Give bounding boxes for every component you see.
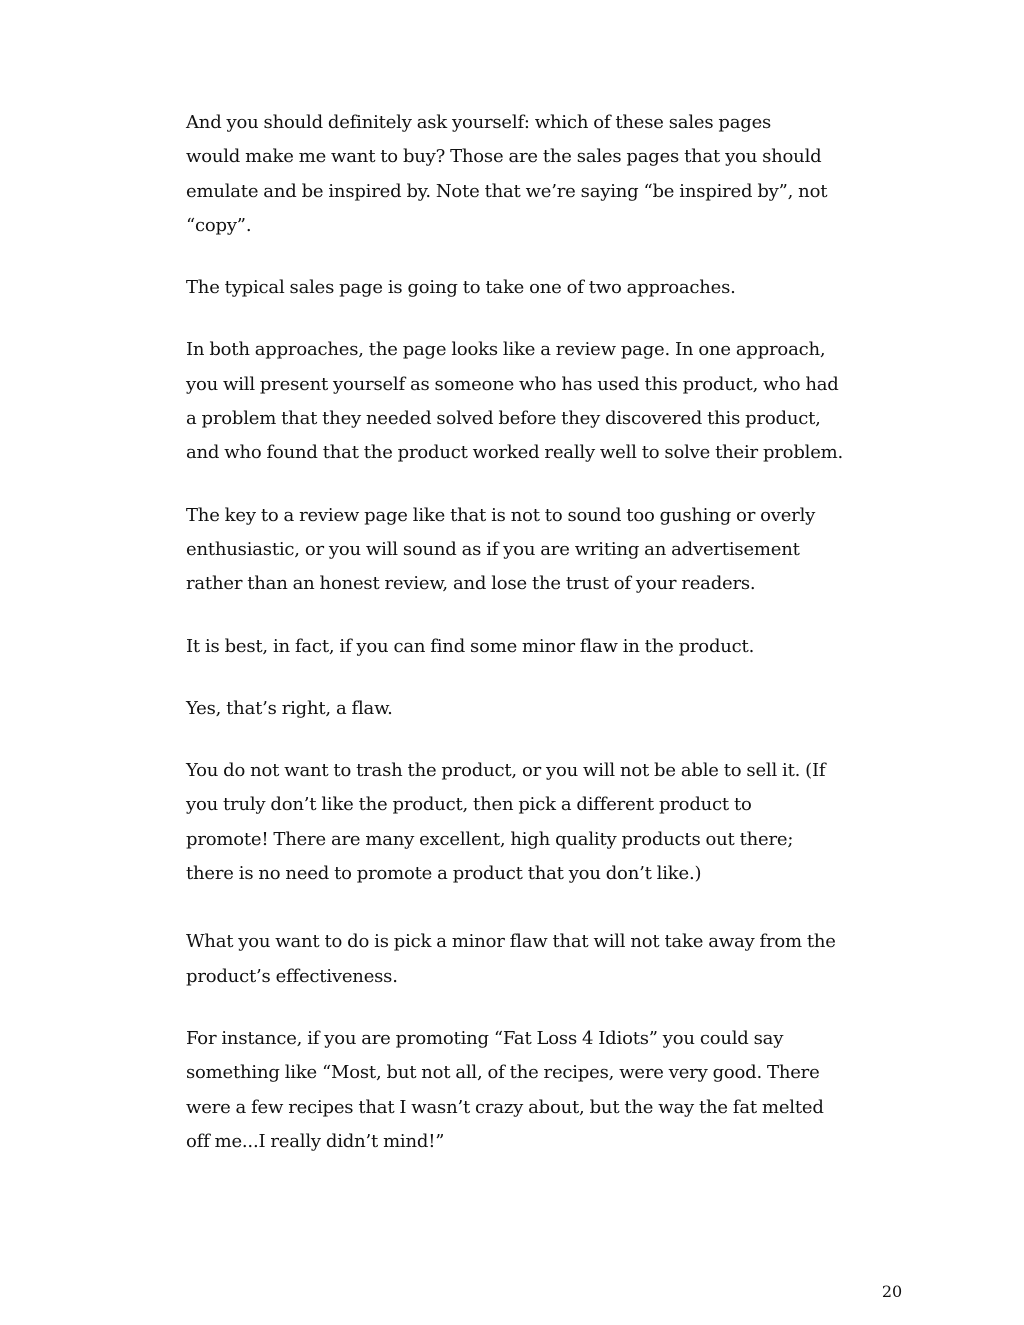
paragraph — [186, 754, 846, 891]
paragraph — [186, 692, 846, 726]
text-line: promote! There are many excellent, high quality products out there; — [186, 828, 794, 850]
text-line: The typical sales page is going to take one of two approaches. — [186, 277, 736, 299]
paragraph — [186, 106, 846, 243]
text-line: something like “Most, but not all, of the recipes, were very good. There — [186, 1062, 820, 1084]
text-line: And you should definitely ask yourself: which of these sales pages — [186, 112, 772, 133]
text-line: You do not want to trash the product, or you will not be able to sell it. (If — [186, 760, 826, 782]
text-line: were a few recipes that I wasn’t crazy about, but the way the fat melted — [186, 1096, 824, 1118]
text-line: In both approaches, the page looks like a review page. In one approach, — [186, 339, 826, 361]
text-line: you will present yourself as someone who has used this product, who had — [186, 373, 839, 395]
paragraph — [186, 333, 846, 470]
text-line: there is no need to promote a product that you don’t like.) — [186, 863, 702, 885]
text-line: enthusiastic, or you will sound as if you are writing an advertisement — [186, 538, 800, 560]
text-line: Yes, that’s right, a flaw. — [186, 697, 393, 719]
text-line: For instance, if you are promoting “Fat Loss 4 Idiots” you could say — [186, 1027, 784, 1049]
paragraph — [186, 271, 846, 305]
paragraph — [186, 499, 846, 602]
text-line: What you want to do is pick a minor flaw that will not take away from the — [186, 931, 836, 953]
text-line: It is best, in fact, if you can find some minor flaw in the product. — [186, 635, 755, 657]
text-line: The key to a review page like that is not to sound too gushing or overly — [186, 504, 816, 526]
paragraph — [186, 630, 846, 664]
text-line: and who found that the product worked really well to solve their problem. — [186, 442, 844, 464]
text-line: a problem that they needed solved before they discovered this product, — [186, 408, 821, 430]
text-line: off me...I really didn’t mind!” — [186, 1130, 445, 1152]
paragraph — [186, 1022, 846, 1159]
text-line: rather than an honest review, and lose the trust of your readers. — [186, 573, 756, 595]
page-number: 20 — [881, 1282, 903, 1301]
text-line: you truly don’t like the product, then pick a different product to — [186, 794, 752, 816]
body-text — [186, 106, 846, 1159]
text-line: would make me want to buy? Those are the sales pages that you should — [186, 146, 822, 168]
text-line: “copy”. — [186, 214, 252, 236]
text-line: emulate and be inspired by. Note that we’re saying “be inspired by”, not — [186, 180, 828, 202]
paragraph — [186, 925, 846, 994]
text-line: product’s effectiveness. — [186, 965, 398, 987]
